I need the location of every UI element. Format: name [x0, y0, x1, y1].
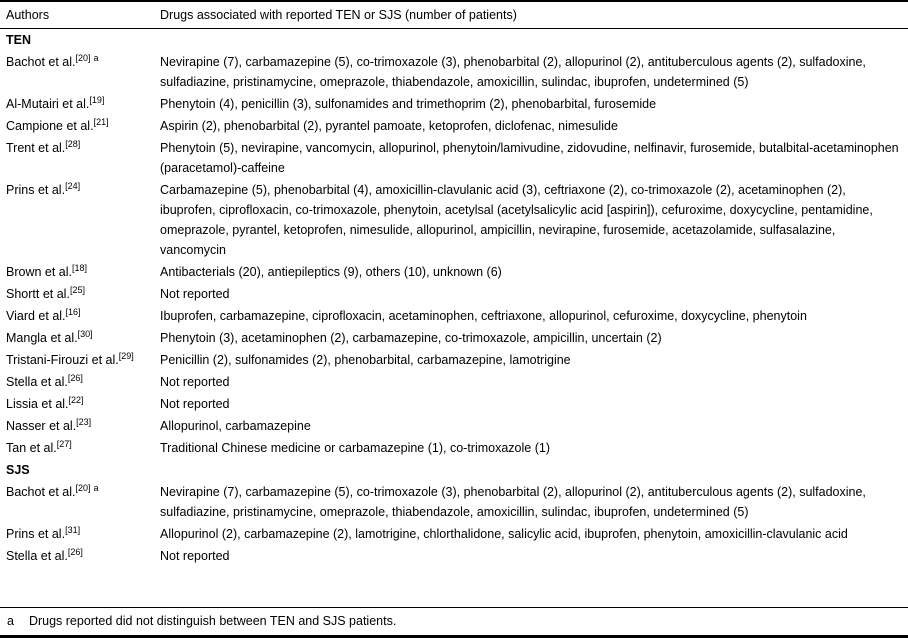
section-label: SJS	[6, 463, 30, 477]
author-cell	[0, 438, 160, 458]
drugs-cell: Not reported	[160, 375, 230, 389]
footnote-row	[0, 607, 908, 635]
author-cell	[0, 180, 160, 200]
author-name: Mangla et al.	[6, 331, 78, 345]
author-cell	[0, 328, 160, 348]
table-header-row	[0, 2, 908, 29]
section-label: TEN	[6, 33, 31, 47]
table-body	[0, 29, 908, 607]
author-name: Lissia et al.	[6, 397, 69, 411]
reference-superscript: [20]	[75, 52, 91, 63]
table-row	[0, 179, 908, 261]
section-row	[0, 29, 908, 51]
drugs-cell: Not reported	[160, 397, 230, 411]
table-row	[0, 115, 908, 137]
column-header-drugs: Drugs associated with reported TEN or SJS (number of patients)	[160, 8, 517, 22]
author-cell	[0, 52, 160, 72]
author-name: Bachot et al.	[6, 55, 76, 69]
drugs-cell: Not reported	[160, 549, 230, 563]
table-row	[0, 545, 908, 567]
reference-superscript: [27]	[56, 438, 72, 449]
drugs-cell: Allopurinol, carbamazepine	[160, 419, 311, 433]
reference-superscript: [19]	[89, 94, 105, 105]
drugs-cell: Nevirapine (7), carbamazepine (5), co-trimoxazole (3), phenobarbital (2), allopurinol (2), antituberculous agents (2), sulfadoxine, sulfadiazine, pristinamycine, omeprazole, thiabendazole, amoxicillin, sulindac, ibuprofen, undetermined (5)	[160, 485, 866, 519]
drugs-cell: Aspirin (2), phenobarbital (2), pyrantel pamoate, ketoprofen, diclofenac, nimesulide	[160, 119, 618, 133]
table-row	[0, 327, 908, 349]
author-name: Stella et al.	[6, 549, 68, 563]
author-cell	[0, 524, 160, 544]
table-row	[0, 437, 908, 459]
author-cell	[0, 372, 160, 392]
footnote-marker-superscript: a	[93, 52, 99, 63]
table-row	[0, 137, 908, 179]
drugs-cell: Phenytoin (5), nevirapine, vancomycin, allopurinol, phenytoin/lamivudine, zidovudine, nelfinavir, furosemide, butalbital-acetaminophen (paracetamol)-caffeine	[160, 141, 899, 175]
author-cell	[0, 116, 160, 136]
table-row	[0, 393, 908, 415]
author-name: Viard et al.	[6, 309, 66, 323]
table-row	[0, 481, 908, 523]
reference-superscript: [18]	[72, 262, 88, 273]
author-cell	[0, 262, 160, 282]
reference-superscript: [30]	[77, 328, 93, 339]
table-row	[0, 349, 908, 371]
table-row	[0, 305, 908, 327]
author-name: Tristani-Firouzi et al.	[6, 353, 119, 367]
drugs-cell: Phenytoin (3), acetaminophen (2), carbamazepine, co-trimoxazole, ampicillin, uncertain (2)	[160, 331, 662, 345]
footnote-marker: a	[7, 614, 14, 628]
reference-superscript: [22]	[68, 394, 84, 405]
drugs-cell: Antibacterials (20), antiepileptics (9), others (10), unknown (6)	[160, 265, 502, 279]
table-row	[0, 93, 908, 115]
table-row	[0, 283, 908, 305]
table-row	[0, 523, 908, 545]
drugs-cell: Nevirapine (7), carbamazepine (5), co-trimoxazole (3), phenobarbital (2), allopurinol (2), antituberculous agents (2), sulfadoxine, sulfadiazine, pristinamycine, omeprazole, thiabendazole, amoxicillin, sulindac, ibuprofen, undetermined (5)	[160, 55, 866, 89]
reference-superscript: [26]	[67, 546, 83, 557]
author-cell	[0, 284, 160, 304]
author-cell	[0, 138, 160, 158]
section-row	[0, 459, 908, 481]
author-name: Campione et al.	[6, 119, 94, 133]
drugs-cell: Ibuprofen, carbamazepine, ciprofloxacin, acetaminophen, ceftriaxone, allopurinol, cefuroxime, doxycycline, phenytoin	[160, 309, 807, 323]
table-row	[0, 415, 908, 437]
author-name: Nasser et al.	[6, 419, 77, 433]
author-cell	[0, 546, 160, 566]
author-cell	[0, 482, 160, 502]
author-cell	[0, 94, 160, 114]
table-row	[0, 261, 908, 283]
reference-superscript: [28]	[65, 138, 81, 149]
author-name: Tan et al.	[6, 441, 57, 455]
reference-superscript: [26]	[67, 372, 83, 383]
reference-superscript: [21]	[93, 116, 109, 127]
author-name: Prins et al.	[6, 527, 66, 541]
author-name: Bachot et al.	[6, 485, 76, 499]
author-name: Al-Mutairi et al.	[6, 97, 90, 111]
drugs-cell: Phenytoin (4), penicillin (3), sulfonamides and trimethoprim (2), phenobarbital, furosemide	[160, 97, 657, 111]
reference-superscript: [16]	[65, 306, 81, 317]
drugs-cell: Penicillin (2), sulfonamides (2), phenobarbital, carbamazepine, lamotrigine	[160, 353, 571, 367]
author-name: Stella et al.	[6, 375, 68, 389]
column-header-authors: Authors	[6, 8, 50, 22]
reference-superscript: [23]	[76, 416, 92, 427]
author-name: Trent et al.	[6, 141, 66, 155]
table-row	[0, 51, 908, 93]
drugs-cell: Traditional Chinese medicine or carbamazepine (1), co-trimoxazole (1)	[160, 441, 550, 455]
drugs-cell: Not reported	[160, 287, 230, 301]
author-name: Brown et al.	[6, 265, 73, 279]
footnote-text: Drugs reported did not distinguish between TEN and SJS patients.	[28, 614, 397, 628]
reference-superscript: [20]	[75, 482, 91, 493]
author-name: Prins et al.	[6, 183, 66, 197]
author-cell	[0, 350, 160, 370]
author-name: Shortt et al.	[6, 287, 70, 301]
reference-superscript: [25]	[69, 284, 85, 295]
author-cell	[0, 416, 160, 436]
reference-superscript: [29]	[118, 350, 134, 361]
reference-superscript: [31]	[65, 524, 81, 535]
author-cell	[0, 394, 160, 414]
drugs-cell: Allopurinol (2), carbamazepine (2), lamotrigine, chlorthalidone, salicylic acid, ibuprofen, phenytoin, amoxicillin-clavulanic acid	[160, 527, 848, 541]
footnote-marker-superscript: a	[93, 482, 99, 493]
reference-superscript: [24]	[65, 180, 81, 191]
author-cell	[0, 306, 160, 326]
drugs-cell: Carbamazepine (5), phenobarbital (4), amoxicillin-clavulanic acid (3), ceftriaxone (2), co-trimoxazole (2), acetaminophen (2), ibuprofen, ciprofloxacin, co-trimoxazole, phenytoin, acetylsal (acetylsalicylic acid [aspirin]), cefuroxime, doxycycline, pentamidine, omeprazole, pyrantel, ketoprofen, nimesulide, allopurinol, ampicillin, nevirapine, furosemide, acetazolamide, sulfasalazine, vancomycin	[160, 183, 873, 257]
table-row	[0, 371, 908, 393]
